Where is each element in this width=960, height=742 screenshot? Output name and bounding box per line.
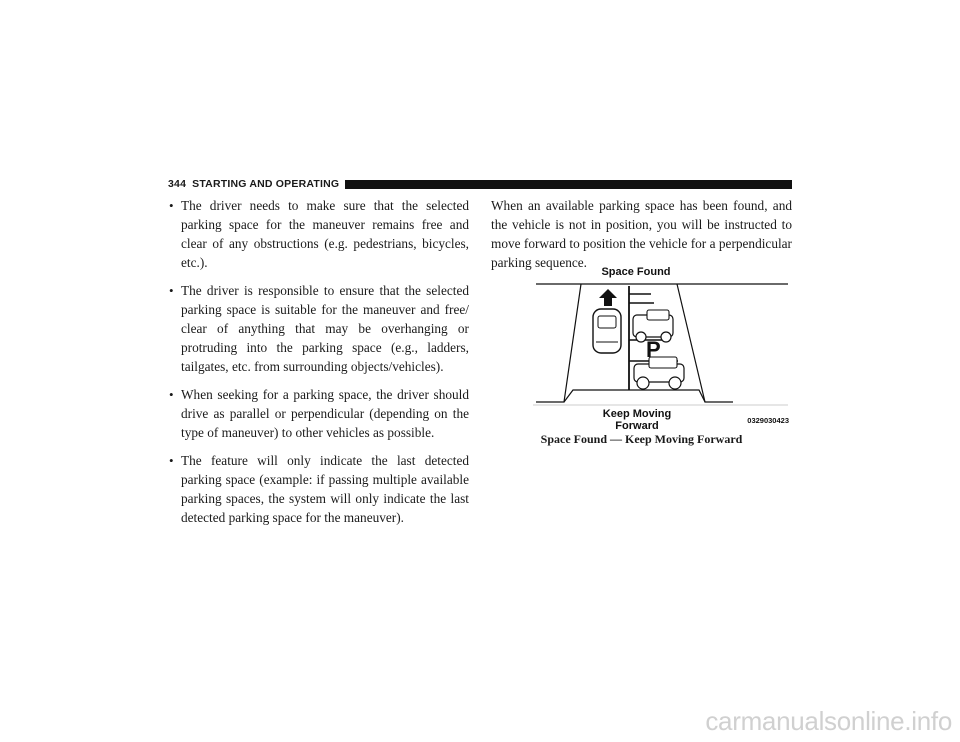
list-item [168, 196, 469, 272]
list-item [168, 451, 469, 527]
figure-image-code: 0329030423 [747, 416, 789, 425]
left-column [168, 196, 469, 536]
watermark: carmanualsonline.info [705, 706, 952, 736]
bullet-text: The driver needs to make sure that the selected parking space for the maneuver remains free and clear of any obstructions (e.g. pedestrians, bicycles, etc.). [181, 198, 469, 270]
parking-diagram [533, 260, 791, 430]
road-right-edge [677, 284, 733, 402]
parking-letter: P [646, 337, 661, 362]
list-item [168, 281, 469, 376]
bullet-icon: • [169, 453, 174, 468]
bottom-curb [564, 390, 705, 402]
bullet-text: The feature will only indicate the last detected parking space (example: if passing multiple available parking spaces, the system will only indicate the last detected parking space for the maneuver). [181, 453, 469, 525]
page-header [168, 177, 792, 191]
figure-bottom-label-line1: Keep Moving [602, 408, 672, 420]
bullet-text: The driver is responsible to ensure that the selected parking space is suitable for the maneuver and free/ clear of anything that may be overhanging or protruding into the parking space (e.g., ladders, tailgates, etc. from surrounding objects/vehicles). [181, 283, 469, 374]
header-rule [345, 180, 792, 189]
figure-top-label: Space Found [601, 266, 671, 278]
bullet-list [168, 196, 469, 527]
road-left-edge [536, 284, 581, 402]
own-vehicle [593, 309, 621, 353]
bullet-icon: • [169, 283, 174, 298]
figure-caption: Space Found — Keep Moving Forward [540, 432, 743, 446]
parking-figure [533, 260, 791, 430]
bullet-icon: • [169, 387, 174, 402]
page-number: 344 [168, 178, 187, 190]
bullet-icon: • [169, 198, 174, 213]
bullet-text: When seeking for a parking space, the driver should drive as parallel or perpendicular (depending on the type of maneuver) to other vehicles as possible. [181, 387, 469, 440]
body-paragraph: When an available parking space has been found, and the vehicle is not in position, you will be instructed to move forward to position the vehicle for a perpendicular parking sequence. [491, 198, 792, 270]
forward-arrow-icon [599, 289, 617, 306]
figure-bottom-label-line2: Forward [615, 420, 659, 430]
section-title: STARTING AND OPERATING [192, 178, 340, 190]
list-item [168, 385, 469, 442]
